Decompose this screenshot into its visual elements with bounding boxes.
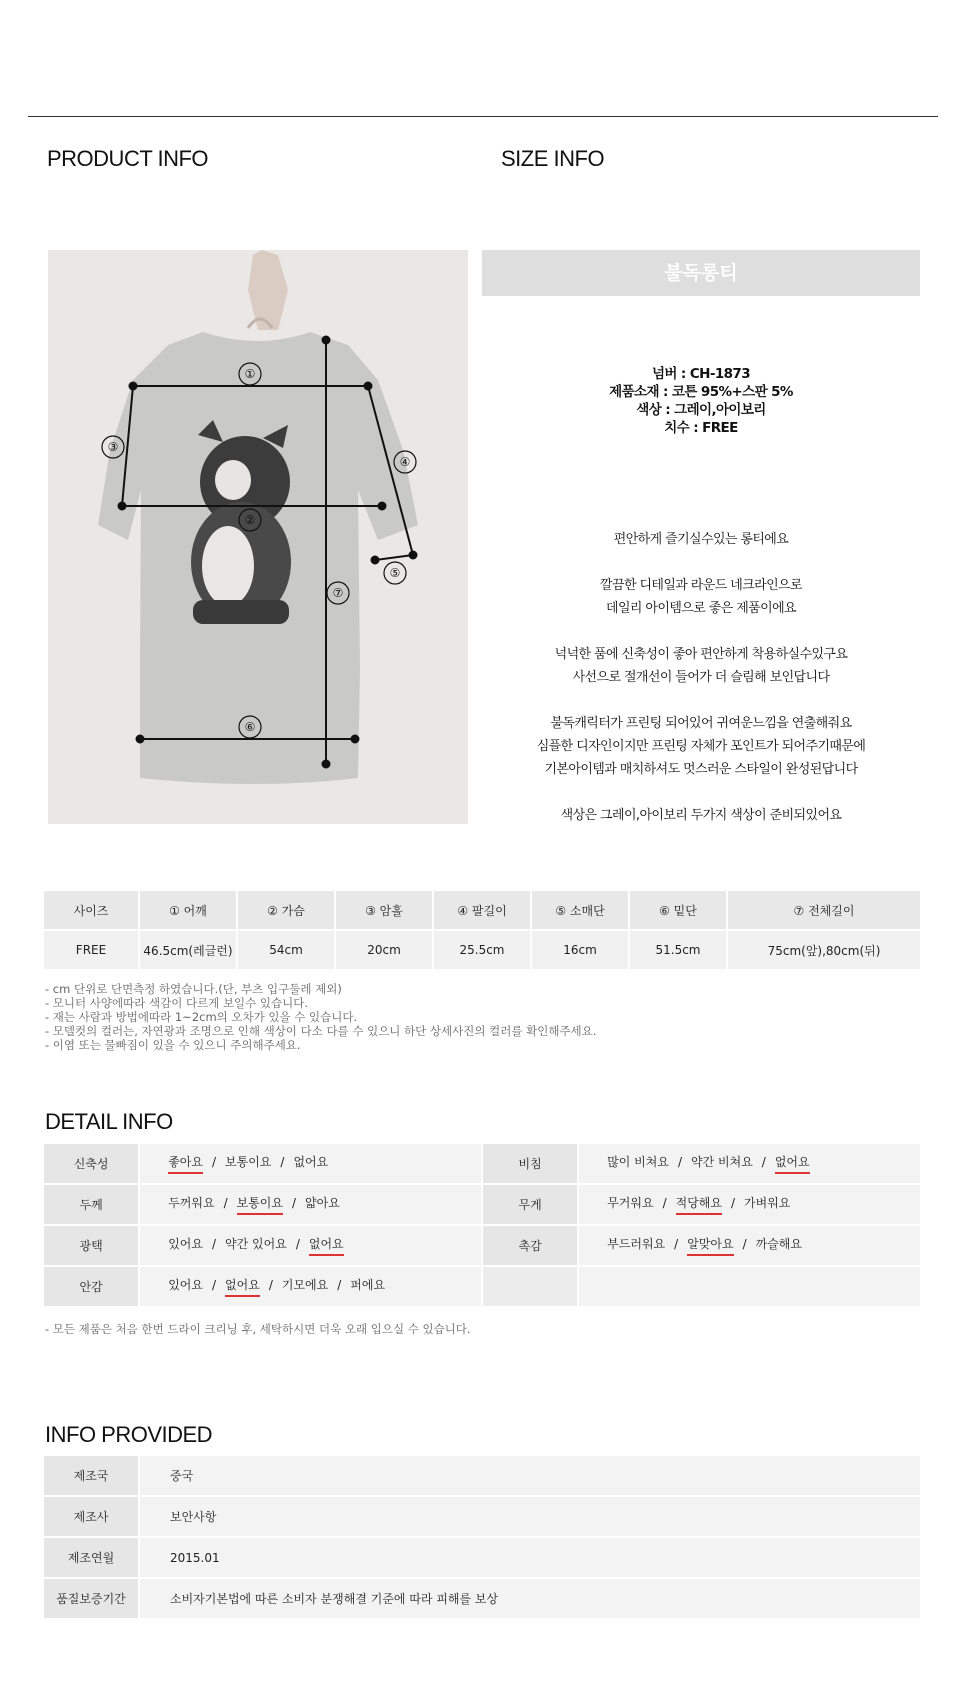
table-row: [44, 1579, 920, 1618]
detail-option: 까슬해요: [755, 1237, 802, 1251]
detail-label: 신축성: [44, 1144, 138, 1183]
detail-option-selected: 없어요: [309, 1235, 344, 1256]
desc-line: 사선으로 절개선이 들어가 더 슬림해 보인답니다: [572, 670, 830, 685]
detail-options: [579, 1144, 920, 1183]
table-row: [44, 1497, 920, 1536]
desc-line: 불독캐릭터가 프린팅 되어있어 귀여운느낌을 연출해줘요: [550, 716, 852, 731]
option-separator: /: [674, 1237, 679, 1251]
marker-6: ⑦: [332, 586, 344, 600]
option-separator: /: [211, 1237, 217, 1251]
option-separator: /: [280, 1155, 285, 1169]
marker-2: ②: [244, 513, 256, 527]
note-line: - 모델컷의 컬러는, 자연광과 조명으로 인해 색상이 다소 다를 수 있으니 하단 상세사진의 컬러를 확인해주세요.: [45, 1024, 597, 1038]
note-line: - cm 단위로 단면측정 하였습니다.(단, 부츠 입구둘레 제외): [45, 982, 342, 996]
detail-option-selected: 적당해요: [676, 1194, 722, 1215]
size-cell: 51.5cm: [630, 931, 726, 969]
detail-option-selected: 보통이요: [237, 1194, 283, 1215]
marker-4: ④: [399, 455, 411, 469]
option-separator: /: [662, 1196, 667, 1210]
size-info-heading: SIZE INFO: [501, 146, 605, 171]
desc-line: 데일리 아이템으로 좋은 제품이에요: [606, 601, 796, 616]
size-col-header: 사이즈: [44, 891, 138, 929]
product-specs: [482, 365, 920, 437]
empty-cell: [579, 1267, 920, 1306]
detail-options: [140, 1226, 481, 1265]
detail-label: 촉감: [483, 1226, 577, 1265]
detail-label: 두께: [44, 1185, 138, 1224]
detail-option: 있어요: [168, 1237, 203, 1251]
detail-options: [579, 1185, 920, 1224]
table-row: [44, 1456, 920, 1495]
info-value: 소비자기본법에 따른 소비자 분쟁해결 기준에 따라 피해를 보상: [140, 1579, 920, 1618]
table-row: [44, 931, 920, 969]
product-photo: [48, 250, 468, 824]
detail-label: [483, 1267, 577, 1306]
note-line: - 모니터 사양에따라 색감이 다르게 보일수 있습니다.: [45, 996, 309, 1010]
spec-color: 색상 : 그레이,아이보리: [636, 402, 766, 418]
top-divider: [28, 116, 938, 117]
size-col-header: ⑦ 전체길이: [728, 891, 920, 929]
option-separator: /: [337, 1278, 342, 1292]
size-cell: 46.5cm(레글런): [140, 931, 236, 969]
detail-table: [42, 1142, 922, 1308]
option-separator: /: [295, 1237, 300, 1251]
detail-option: 많이 비쳐요: [607, 1155, 669, 1169]
detail-option: 두꺼워요: [168, 1196, 215, 1210]
detail-option: 약간 비쳐요: [691, 1155, 753, 1169]
detail-option: 없어요: [293, 1155, 329, 1169]
detail-options: [579, 1226, 920, 1265]
size-col-header: ④ 팔길이: [434, 891, 530, 929]
detail-option: 얇아요: [305, 1196, 340, 1210]
info-label: 제조사: [44, 1497, 138, 1536]
detail-option: 퍼에요: [350, 1278, 386, 1292]
detail-option-selected: 좋아요: [168, 1153, 203, 1174]
detail-option: 가벼워요: [744, 1196, 791, 1210]
detail-option: 무거워요: [607, 1196, 654, 1210]
info-label: 제조국: [44, 1456, 138, 1495]
size-table-header: [44, 891, 920, 929]
size-cell: FREE: [44, 931, 138, 969]
note-line: - 재는 사람과 방법에따라 1~2cm의 오차가 있을 수 있습니다.: [45, 1010, 358, 1024]
detail-label: 무게: [483, 1185, 577, 1224]
size-table: [42, 889, 922, 971]
desc-line: 기본아이템과 매치하셔도 멋스러운 스타일이 완성된답니다: [544, 762, 858, 777]
detail-label: 안감: [44, 1267, 138, 1306]
size-col-header: ② 가슴: [238, 891, 334, 929]
size-col-header: ① 어깨: [140, 891, 236, 929]
table-row: [44, 1538, 920, 1577]
table-row: [44, 1144, 920, 1183]
detail-option: 있어요: [168, 1278, 203, 1292]
detail-info-heading: DETAIL INFO: [45, 1109, 173, 1134]
detail-option: 보통이요: [225, 1155, 272, 1169]
marker-3: ③: [107, 440, 119, 454]
desc-line: 넉넉한 품에 신축성이 좋아 편안하게 착용하실수있구요: [554, 647, 848, 662]
spec-size: 치수 : FREE: [664, 420, 738, 436]
option-separator: /: [730, 1196, 736, 1210]
option-separator: /: [211, 1155, 217, 1169]
hanger-icon: [248, 250, 288, 330]
product-name-bar: 불독롱티: [482, 250, 920, 296]
desc-line: 깔끔한 디테일과 라운드 네크라인으로: [600, 578, 802, 593]
marker-5: ⑤: [389, 566, 401, 580]
option-separator: /: [677, 1155, 683, 1169]
option-separator: /: [211, 1278, 217, 1292]
info-value: 2015.01: [140, 1538, 920, 1577]
marker-1: ①: [244, 367, 256, 381]
detail-label: 비침: [483, 1144, 577, 1183]
detail-option: 기모에요: [281, 1278, 329, 1292]
detail-option-selected: 알맞아요: [687, 1235, 733, 1256]
detail-option-selected: 없어요: [775, 1153, 810, 1174]
detail-options: [140, 1267, 481, 1306]
size-cell: 25.5cm: [434, 931, 530, 969]
option-separator: /: [292, 1196, 297, 1210]
detail-options: [140, 1144, 481, 1183]
detail-options: [140, 1185, 481, 1224]
desc-line: 색상은 그레이,아이보리 두가지 색상이 준비되있어요: [560, 808, 842, 823]
detail-label: 광택: [44, 1226, 138, 1265]
info-provided-table: [42, 1454, 922, 1620]
option-separator: /: [268, 1278, 273, 1292]
info-label: 품질보증기간: [44, 1579, 138, 1618]
info-label: 제조연월: [44, 1538, 138, 1577]
product-description: [482, 528, 920, 827]
option-separator: /: [742, 1237, 747, 1251]
size-col-header: ⑥ 밑단: [630, 891, 726, 929]
size-cell: 16cm: [532, 931, 628, 969]
info-value: 중국: [140, 1456, 920, 1495]
info-value: 보안사항: [140, 1497, 920, 1536]
size-cell: 75cm(앞),80cm(뒤): [728, 931, 920, 969]
detail-option-selected: 없어요: [225, 1276, 260, 1297]
wash-note: - 모든 제품은 처음 한번 드라이 크리닝 후, 세탁하시면 더욱 오래 입으실 수 있습니다.: [45, 1322, 471, 1336]
detail-option: 부드러워요: [607, 1237, 666, 1251]
spec-number: 넘버 : CH-1873: [651, 366, 751, 382]
measurement-notes: [45, 982, 596, 1052]
table-row: [44, 1185, 920, 1224]
marker-7: ⑥: [244, 720, 256, 734]
spec-material: 제품소재 : 코튼 95%+스판 5%: [609, 384, 793, 400]
desc-line: 심플한 디자인이지만 프린팅 자체가 포인트가 되어주기때문에: [536, 739, 866, 754]
table-row: [44, 1267, 920, 1306]
option-separator: /: [761, 1155, 766, 1169]
product-info-heading: PRODUCT INFO: [47, 146, 209, 171]
size-col-header: ③ 암홀: [336, 891, 432, 929]
note-line: - 이염 또는 물빠짐이 있을 수 있으니 주의해주세요.: [45, 1038, 301, 1052]
option-separator: /: [223, 1196, 228, 1210]
size-col-header: ⑤ 소매단: [532, 891, 628, 929]
info-provided-heading: INFO PROVIDED: [45, 1422, 213, 1447]
size-cell: 54cm: [238, 931, 334, 969]
table-row: [44, 1226, 920, 1265]
detail-option: 약간 있어요: [225, 1237, 287, 1251]
size-cell: 20cm: [336, 931, 432, 969]
desc-line: 편안하게 즐기실수있는 롱티에요: [613, 532, 789, 547]
